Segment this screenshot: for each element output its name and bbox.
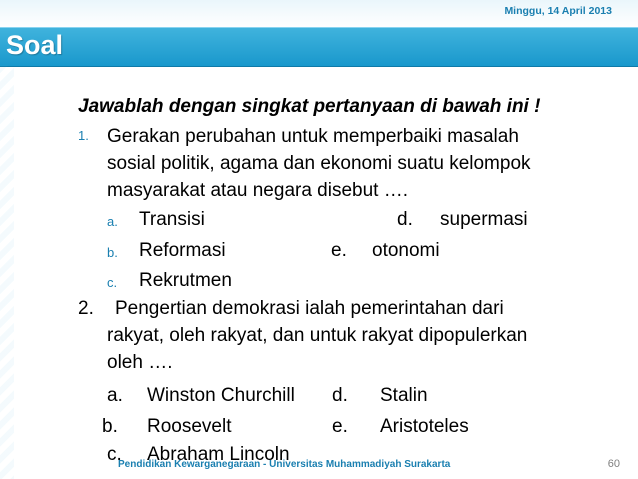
date-text: Minggu, 14 April 2013 xyxy=(504,5,612,17)
q2-option-a-text: Winston Churchill xyxy=(147,385,295,406)
q1-line-1: Gerakan perubahan untuk memperbaiki masalah xyxy=(107,126,519,147)
q2-option-b-letter: b. xyxy=(102,416,118,437)
q1-line-2: sosial politik, agama dan ekonomi suatu kelompok xyxy=(107,153,531,174)
q1-option-e-letter: e. xyxy=(331,240,347,261)
q1-number: 1. xyxy=(78,128,89,143)
q2-option-e-text: Aristoteles xyxy=(380,416,469,437)
q2-number: 2. xyxy=(78,298,94,319)
q2-line-3: oleh …. xyxy=(107,352,173,373)
footer-text: Pendidikan Kewarganegaraan - Universitas Muhammadiyah Surakarta xyxy=(118,459,451,470)
q2-option-c-letter: c. xyxy=(107,444,122,465)
instruction-text: Jawablah dengan singkat pertanyaan di bawah ini ! xyxy=(78,96,541,117)
slide-title: Soal xyxy=(6,30,64,60)
q1-option-d-letter: d. xyxy=(397,209,413,230)
q2-option-a-letter: a. xyxy=(107,385,123,406)
q2-option-e-letter: e. xyxy=(332,416,348,437)
q2-option-d-letter: d. xyxy=(332,385,348,406)
q1-option-e-text: otonomi xyxy=(372,240,440,261)
q2-line-1: Pengertian demokrasi ialah pemerintahan dari xyxy=(115,298,504,319)
q1-option-c-letter: c. xyxy=(107,275,118,290)
q2-line-2: rakyat, oleh rakyat, dan untuk rakyat dipopulerkan xyxy=(107,325,528,346)
q2-option-b-text: Roosevelt xyxy=(147,416,232,437)
q1-option-c-text: Rekrutmen xyxy=(139,270,232,291)
q1-option-b-text: Reformasi xyxy=(139,240,226,261)
page-number: 60 xyxy=(607,458,620,470)
q1-option-d-text: supermasi xyxy=(440,209,528,230)
q1-option-a-letter: a. xyxy=(107,214,118,229)
q2-option-d-text: Stalin xyxy=(380,385,428,406)
q2-option-c-text: Abraham Lincoln xyxy=(147,444,290,465)
q1-line-3: masyarakat atau negara disebut …. xyxy=(107,180,409,201)
q1-option-a-text: Transisi xyxy=(139,209,205,230)
q1-option-b-letter: b. xyxy=(107,245,118,260)
